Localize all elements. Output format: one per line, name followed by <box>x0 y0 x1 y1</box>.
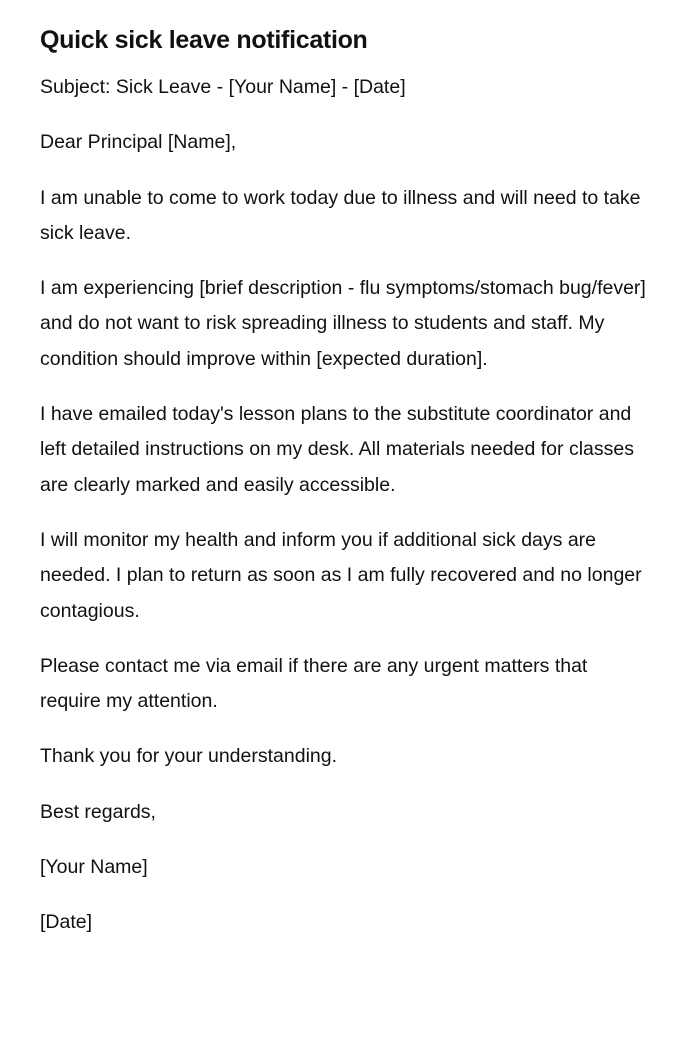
body-paragraph: I am experiencing [brief description - flu symptoms/stomach bug/fever] and do not want to risk spreading illness to students and staff. My condition should improve within [expected duration]. <box>40 277 646 370</box>
subject-line: Subject: Sick Leave - [Your Name] - [Date] <box>40 76 406 98</box>
document-title: Quick sick leave notification <box>40 26 368 54</box>
body-paragraph: Please contact me via email if there are any urgent matters that require my attention. <box>40 654 588 713</box>
body-paragraph: Thank you for your understanding. <box>40 745 338 768</box>
signature-date: [Date] <box>40 911 93 934</box>
salutation: Dear Principal [Name], <box>40 131 237 154</box>
signature-name: [Your Name] <box>40 856 148 879</box>
body-paragraph: I will monitor my health and inform you if additional sick days are needed. I plan to return as soon as I am fully recovered and no longer contagious. <box>40 528 642 622</box>
closing: Best regards, <box>40 800 156 823</box>
body-paragraph: I have emailed today's lesson plans to the substitute coordinator and left detailed instructions on my desk. All materials needed for classes are clearly marked and easily accessible. <box>40 403 634 496</box>
body-paragraph: I am unable to come to work today due to illness and will need to take sick leave. <box>40 186 641 244</box>
